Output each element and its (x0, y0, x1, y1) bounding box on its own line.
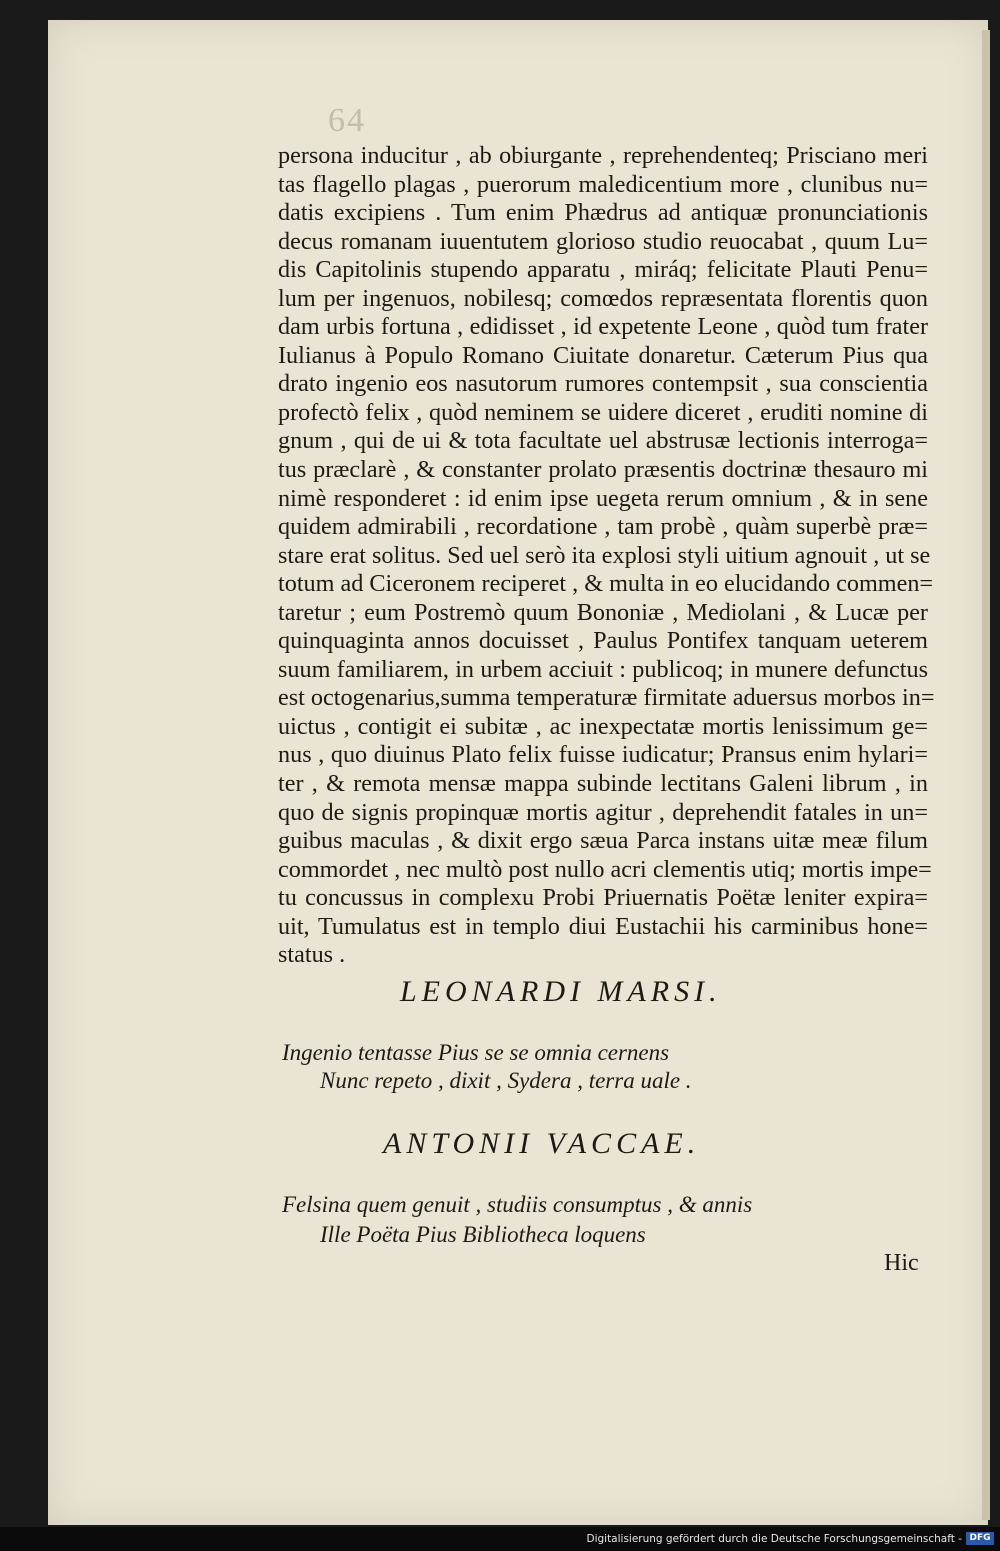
epitaph-verse-line: Ille Poëta Pius Bibliotheca loquens (320, 1222, 646, 1247)
body-line: ter , & remota mensæ mappa subinde lectitans Galeni librum , in (278, 770, 928, 798)
body-line: persona inducitur , ab obiurgante , reprehendenteq; Prisciano meri (278, 142, 928, 169)
body-line: drato ingenio eos nasutorum rumores contempsit , sua conscientia (278, 370, 928, 398)
epitaph-verse-line: Ingenio tentasse Pius se se omnia cernens (282, 1040, 670, 1065)
body-line: stare erat solitus. Sed uel serò ita explosi styli uitium agnouit , ut se (278, 541, 931, 569)
body-line: tas flagello plagas , puerorum maledicentium more , clunibus nu= (278, 170, 928, 198)
body-line: tus præclarè , & constanter prolato præsentis doctrinæ thesauro mi (278, 456, 928, 484)
body-line: dam urbis fortuna , edidisset , id expetente Leone , quòd tum frater (278, 313, 928, 341)
epitaph-heading-vaccae: ANTONII VACCAE. (383, 1127, 701, 1160)
body-line: tu concussus in complexu Probi Priuernatis Poëtæ leniter expira= (278, 884, 928, 912)
body-line: taretur ; eum Postremò quum Bononiæ , Mediolani , & Lucæ per (278, 598, 928, 626)
body-line: profectò felix , quòd neminem se uidere diceret , eruditi nomine di (278, 398, 928, 426)
dfg-logo[interactable]: DFG (966, 1532, 994, 1545)
funding-notice: Digitalisierung gefördert durch die Deutsche Forschungsgemeinschaft - (586, 1533, 962, 1545)
body-line: guibus maculas , & dixit ergo sæua Parca instans uitæ meæ filum (278, 827, 928, 855)
epitaph-heading-marsi: LEONARDI MARSI. (400, 975, 722, 1008)
body-line: nimè responderet : id enim ipse uegeta rerum omnium , & in sene (278, 484, 928, 512)
body-line: commordet , nec multò post nullo acri clementis utiq; mortis impe= (278, 855, 932, 883)
body-line: dis Capitolinis stupendo apparatu , miráq; felicitate Plauti Penu= (278, 256, 928, 284)
body-line: quidem admirabili , recordatione , tam probè , quàm superbè præ= (278, 513, 928, 541)
body-line: gnum , qui de ui & tota facultate uel abstrusæ lectionis interroga= (278, 427, 928, 455)
body-line: totum ad Ciceronem reciperet , & multa in eo elucidando commen= (278, 570, 934, 598)
body-line: est octogenarius,summa temperaturæ firmitate aduersus morbos in= (278, 684, 935, 712)
epitaph-verse-line: Nunc repeto , dixit , Sydera , terra uale . (320, 1068, 692, 1093)
body-line: decus romanam iuuentutem glorioso studio reuocabat , quum Lu= (278, 227, 928, 255)
page-edge (982, 30, 990, 1520)
body-line: quinquaginta annos docuisset , Paulus Pontifex tanquam ueterem (278, 627, 928, 655)
body-text (278, 142, 935, 970)
body-line: nus , quo diuinus Plato felix fuisse iudicatur; Pransus enim hylari= (278, 741, 928, 769)
footer-bar (0, 1527, 1000, 1551)
epitaph-verse-line: Felsina quem genuit , studiis consumptus , & annis (282, 1192, 753, 1217)
body-line: uit, Tumulatus est in templo diui Eustachii his carminibus hone= (278, 912, 928, 940)
catchword: Hic (884, 1250, 919, 1276)
body-line: lum per ingenuos, nobilesq; comœdos repræsentata florentis quon (278, 284, 928, 312)
folio-number: 64 (328, 102, 366, 139)
body-line: suum familiarem, in urbem acciuit : publicoq; in munere defunctus (278, 655, 928, 683)
body-line: quo de signis propinquæ mortis agitur , deprehendit fatales in un= (278, 798, 928, 826)
body-line: Iulianus à Populo Romano Ciuitate donaretur. Cæterum Pius qua (278, 341, 928, 369)
body-line: uictus , contigit ei subitæ , ac inexpectatæ mortis lenissimum ge= (278, 712, 928, 740)
body-line: status . (278, 941, 346, 969)
body-line: datis excipiens . Tum enim Phædrus ad antiquæ pronunciationis (278, 199, 928, 227)
